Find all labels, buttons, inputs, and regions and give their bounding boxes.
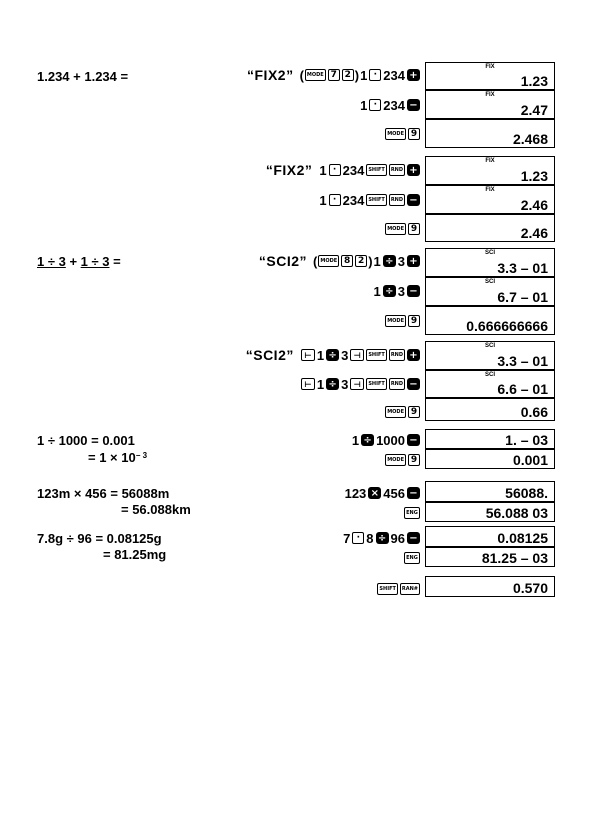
shift-key[interactable]: SHIFT	[366, 194, 386, 206]
digit: 1	[319, 192, 327, 208]
decimal-point-key[interactable]: ·	[352, 532, 364, 544]
divide-key[interactable]: ÷	[326, 378, 339, 390]
decimal-point-key[interactable]: ·	[329, 164, 341, 176]
sci-indicator: SCI	[484, 250, 495, 256]
divide-key[interactable]: ÷	[376, 532, 389, 544]
display-8	[425, 277, 555, 306]
display-value: 0.08125	[497, 530, 548, 546]
display-12	[425, 398, 555, 421]
decimal-point-key[interactable]: ·	[369, 99, 381, 111]
mode-key[interactable]: MODE	[318, 255, 339, 267]
display-13	[425, 429, 555, 449]
mode-key[interactable]: MODE	[305, 69, 326, 81]
equals-key[interactable]: −	[407, 487, 420, 499]
cursor-left-key[interactable]: ⊢	[301, 349, 315, 361]
plus-key[interactable]: +	[407, 255, 420, 267]
key-sequence-17	[342, 530, 421, 546]
mode-key[interactable]: MODE	[385, 315, 406, 327]
mode-key[interactable]: MODE	[385, 223, 406, 235]
display-value: 56088.	[505, 485, 548, 501]
fix-indicator: FIX	[485, 187, 495, 193]
equals-key[interactable]: −	[407, 285, 420, 297]
problem-3-line-2: = $1 \times 10^{- 3}$	[88, 450, 148, 465]
fix-indicator: FIX	[485, 92, 495, 98]
fix-indicator: FIX	[485, 64, 495, 70]
display-value: 1.23	[520, 73, 548, 89]
key-sequence-18	[403, 550, 421, 566]
equals-key[interactable]: −	[407, 194, 420, 206]
display-10	[425, 341, 555, 370]
shift-key[interactable]: SHIFT	[366, 349, 386, 361]
display-value: 0.570	[512, 580, 548, 596]
digit: 1	[360, 97, 368, 113]
key-sequence-11	[300, 376, 421, 392]
decimal-point-key[interactable]: ·	[329, 194, 341, 206]
display-value: 0.66	[520, 404, 548, 420]
digit: 1	[316, 347, 325, 363]
digit: 3	[397, 283, 405, 299]
two-key[interactable]: 2	[342, 69, 354, 81]
display-value: 0.666666666	[466, 318, 548, 334]
display-value: 81.25 – 03	[481, 550, 548, 566]
display-value: 2.46	[520, 197, 548, 213]
display-value: 3.3 – 01	[497, 260, 548, 276]
problem-1: 1.234 + 1.234 =	[37, 69, 129, 84]
eng-key[interactable]: ENG	[404, 507, 420, 519]
sci-indicator: SCI	[484, 372, 495, 378]
digit: 234	[342, 162, 365, 178]
key-sequence-13	[351, 432, 421, 448]
key-sequence-12	[384, 404, 421, 420]
display-5	[425, 185, 555, 214]
display-16	[425, 502, 555, 522]
digit: 96	[390, 530, 405, 546]
problem-5-line-1: 7.8g ÷ 96 = 0.08125g	[37, 531, 162, 546]
digit: 1	[373, 253, 381, 269]
digit: 1	[316, 376, 325, 392]
equals-key[interactable]: −	[407, 434, 420, 446]
display-3	[425, 119, 555, 148]
shift-key[interactable]: SHIFT	[377, 583, 397, 595]
seven-key[interactable]: 7	[328, 69, 340, 81]
key-sequence-8	[373, 283, 421, 299]
display-value: 6.7 – 01	[497, 289, 548, 305]
key-sequence-9	[384, 313, 421, 329]
key-sequence-14	[384, 452, 421, 468]
key-sequence-2	[359, 97, 421, 113]
mode-label-sci2: “SCI2”	[258, 253, 308, 269]
display-7	[425, 248, 555, 277]
display-1	[425, 62, 555, 90]
display-value: 2.468	[512, 131, 548, 147]
key-sequence-5	[318, 192, 421, 208]
key-sequence-10	[246, 347, 421, 363]
mode-label-fix2: “FIX2”	[265, 162, 313, 178]
equals-key[interactable]: −	[407, 99, 420, 111]
display-value: 1. – 03	[505, 432, 548, 448]
display-18	[425, 547, 555, 567]
mode-key[interactable]: MODE	[385, 128, 406, 140]
plus-key[interactable]: +	[407, 349, 420, 361]
divide-key[interactable]: ÷	[361, 434, 374, 446]
display-9	[425, 306, 555, 335]
nine-key[interactable]: 9	[408, 223, 420, 235]
digit: 234	[342, 192, 365, 208]
digit: 3	[341, 347, 349, 363]
digit: 3	[397, 253, 405, 269]
close-bracket: )	[354, 67, 360, 83]
display-value: 2.47	[520, 102, 548, 118]
nine-key[interactable]: 9	[408, 315, 420, 327]
digit: 1	[360, 67, 368, 83]
display-15	[425, 481, 555, 502]
digit: 1	[351, 432, 360, 448]
display-19	[425, 576, 555, 597]
digit: 234	[383, 67, 405, 83]
display-2	[425, 90, 555, 119]
cursor-right-key[interactable]: ⊣	[350, 378, 364, 390]
key-sequence-19	[376, 581, 421, 597]
display-value: 0.001	[512, 452, 548, 468]
nine-key[interactable]: 9	[408, 406, 420, 418]
mode-label-sci2: “SCI2”	[245, 347, 294, 363]
eight-key[interactable]: 8	[341, 255, 353, 267]
digit: 1	[319, 162, 327, 178]
equals-key[interactable]: −	[407, 532, 420, 544]
rnd-key[interactable]: RND	[389, 194, 405, 206]
digit: 1	[373, 283, 381, 299]
open-bracket: (	[299, 67, 304, 83]
cursor-right-key[interactable]: ⊣	[350, 349, 364, 361]
problem-5-line-2: = 81.25mg	[103, 547, 167, 562]
divide-key[interactable]: ÷	[383, 255, 396, 267]
key-sequence-15	[344, 485, 421, 501]
display-17	[425, 526, 555, 547]
display-14	[425, 449, 555, 469]
mode-key[interactable]: MODE	[385, 454, 406, 466]
multiply-key[interactable]: ×	[368, 487, 381, 499]
rnd-key[interactable]: RND	[389, 164, 405, 176]
digit: 3	[341, 376, 349, 392]
decimal-point-key[interactable]: ·	[369, 69, 381, 81]
display-value: 1.23	[520, 168, 548, 184]
sci-indicator: SCI	[484, 279, 495, 285]
close-bracket: )	[368, 253, 373, 269]
key-sequence-4	[266, 162, 421, 178]
digit: 234	[383, 97, 405, 113]
display-value: 6.6 – 01	[497, 381, 548, 397]
display-value: 2.46	[520, 225, 548, 241]
key-sequence-16	[403, 505, 421, 521]
nine-key[interactable]: 9	[408, 128, 420, 140]
mode-label-fix2: “FIX2”	[247, 67, 294, 83]
fix-indicator: FIX	[485, 158, 495, 164]
ran-key[interactable]: RAN#	[400, 583, 420, 595]
shift-key[interactable]: SHIFT	[366, 378, 386, 390]
problem-4-line-2: = 56.088km	[121, 502, 191, 517]
eng-key[interactable]: ENG	[404, 552, 420, 564]
display-4	[425, 156, 555, 185]
digit: 1000	[376, 432, 405, 448]
problem-4-line-1: 123m × 456 = 56088m	[37, 486, 170, 501]
display-value: 3.3 – 01	[497, 353, 548, 369]
digit: 8	[366, 530, 374, 546]
digit: 123	[344, 485, 367, 501]
cursor-left-key[interactable]: ⊢	[301, 378, 315, 390]
plus-key[interactable]: +	[407, 164, 420, 176]
rnd-key[interactable]: RND	[389, 349, 405, 361]
key-sequence-7	[259, 253, 421, 269]
digit: 456	[383, 485, 405, 501]
plus-key[interactable]: +	[407, 69, 420, 81]
divide-key[interactable]: ÷	[326, 349, 339, 361]
rnd-key[interactable]: RND	[389, 378, 405, 390]
key-sequence-1	[247, 67, 421, 83]
problem-3-line-1: 1 ÷ 1000 = 0.001	[37, 433, 135, 448]
shift-key[interactable]: SHIFT	[366, 164, 386, 176]
digit: 7	[343, 530, 351, 546]
display-value: 56.088 03	[485, 505, 548, 521]
equals-key[interactable]: −	[407, 378, 420, 390]
display-6	[425, 214, 555, 242]
display-11	[425, 370, 555, 398]
sci-indicator: SCI	[484, 343, 495, 349]
key-sequence-3	[384, 126, 421, 142]
problem-2: 1 ÷ 3 + 1 ÷ 3 =	[37, 254, 121, 269]
mode-key[interactable]: MODE	[385, 406, 406, 418]
two-key[interactable]: 2	[355, 255, 367, 267]
open-bracket: (	[313, 253, 318, 269]
divide-key[interactable]: ÷	[383, 285, 396, 297]
key-sequence-6	[384, 221, 421, 237]
nine-key[interactable]: 9	[408, 454, 420, 466]
